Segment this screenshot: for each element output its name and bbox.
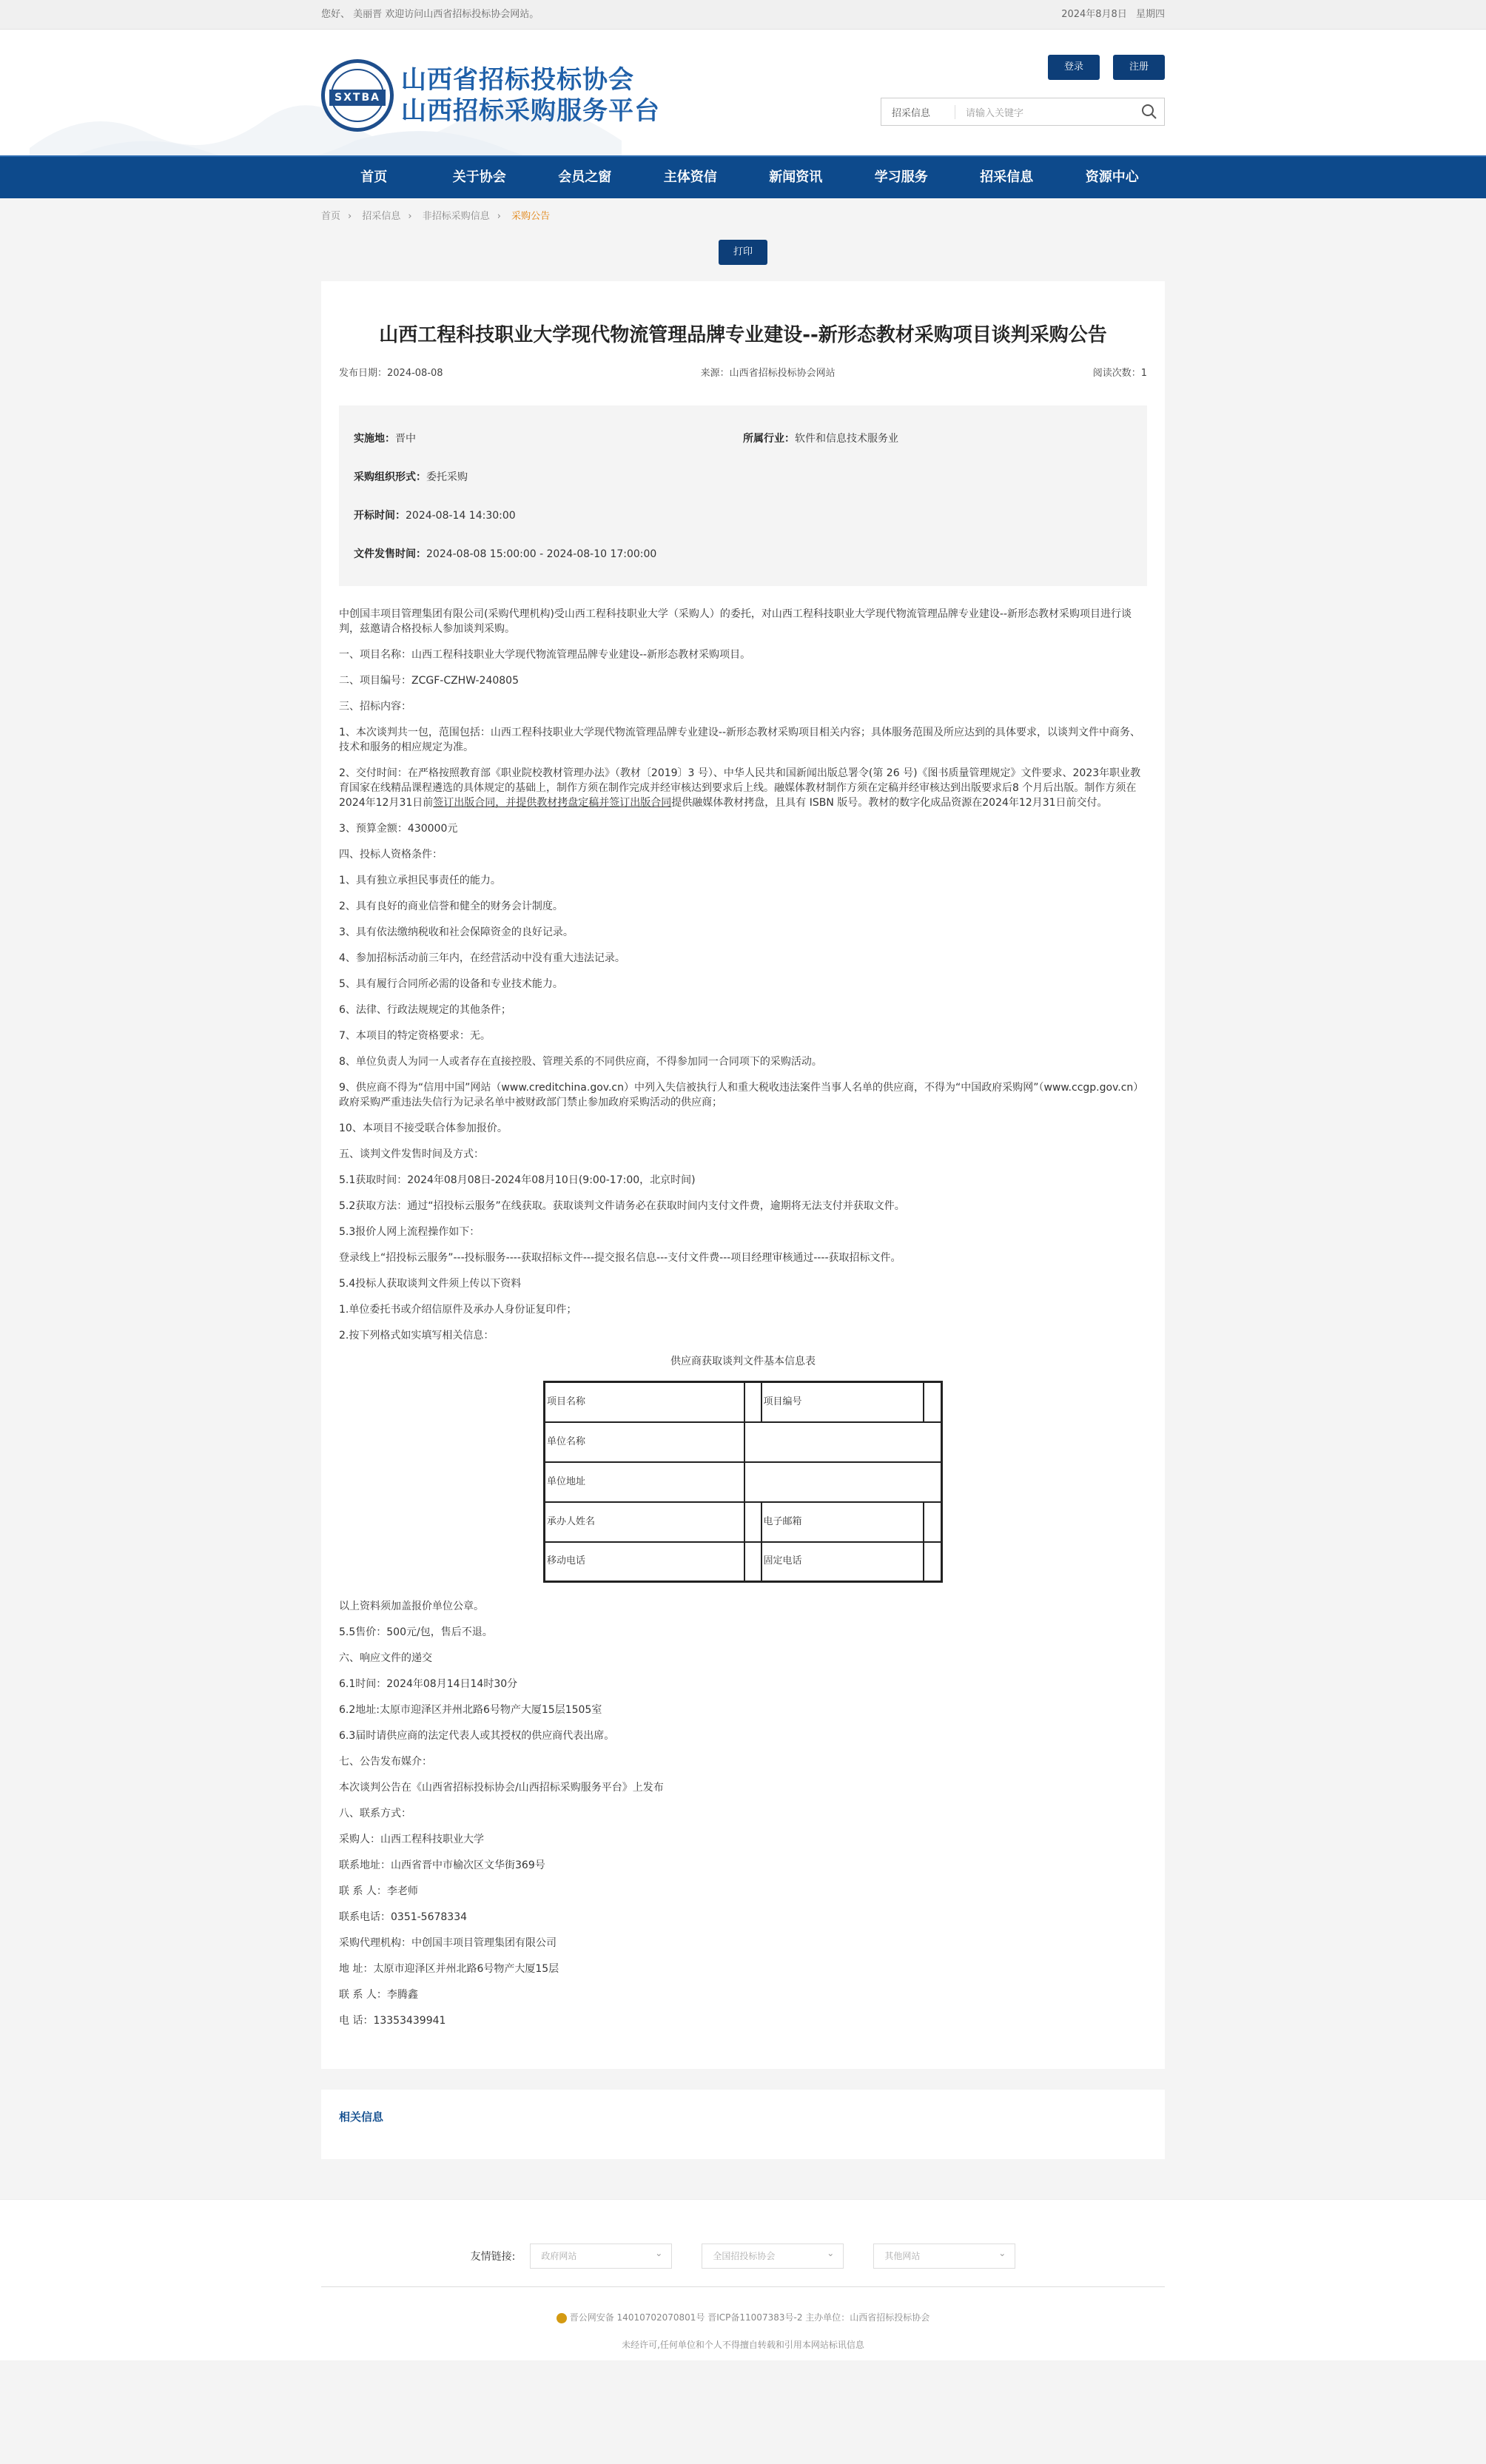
body-paragraph: 中创国丰项目管理集团有限公司(采购代理机构)受山西工程科技职业大学（采购人）的委托，对山西工程科技职业大学现代物流管理品牌专业建设--新形态教材采购项目进行谈判，兹邀请合格投标人参加谈判采购。 — [339, 608, 1132, 635]
doc-sale-field: 文件发售时间：2024-08-08 15:00:00 - 2024-08-10 17:00:00 — [354, 548, 657, 560]
body-paragraph: 四、投标人资格条件： — [339, 849, 443, 861]
breadcrumb-non-tender[interactable]: 非招标采购信息 — [422, 211, 490, 222]
body-paragraph: 10、本项目不接受联合体参加报价。 — [339, 1122, 508, 1134]
body-paragraph: 2、具有良好的商业信誉和健全的财务会计制度。 — [339, 901, 563, 912]
body-paragraph: 5.3报价人网上流程操作如下： — [339, 1226, 480, 1238]
body-paragraph: 本次谈判公告在《山西省招标投标协会/山西招标采购服务平台》上发布 — [339, 1782, 664, 1794]
breadcrumb: 首页 › 招采信息 › 非招标采购信息 › 采购公告 — [321, 211, 551, 222]
industry-field: 所属行业：软件和信息技术服务业 — [743, 433, 898, 445]
top-bar — [0, 0, 1486, 30]
body-paragraph: 一、项目名称：山西工程科技职业大学现代物流管理品牌专业建设--新形态教材采购项目。 — [339, 649, 751, 661]
table-title: 供应商获取谈判文件基本信息表 — [670, 1356, 816, 1367]
body-paragraph: 5.1获取时间：2024年08月08日-2024年08月10日(9:00-17:00，北京时间) — [339, 1174, 696, 1186]
date-display — [1055, 0, 1165, 30]
method-field: 采购组织形式：委托采购 — [354, 471, 468, 483]
body-paragraph: 采购代理机构：中创国丰项目管理集团有限公司 — [339, 1937, 557, 1949]
nav-news[interactable]: 新闻资讯 — [769, 169, 823, 185]
friend-links-label: 友情链接: — [470, 2250, 516, 2263]
search-category-select[interactable]: 招采信息 — [881, 105, 955, 119]
body-paragraph: 六、响应文件的递交 — [339, 1652, 432, 1664]
body-paragraph: 登录线上“招投标云服务”---投标服务----获取招标文件---提交报名信息---支付文件费---项目经理审核通过----获取招标文件。 — [339, 1252, 901, 1264]
body-paragraph: 联系电话：0351-5678334 — [339, 1911, 468, 1923]
logo-title: 山西省招标投标协会 — [401, 65, 634, 95]
site-footer — [0, 2199, 1486, 2360]
supplier-info-table — [543, 1381, 943, 1583]
body-paragraph: 联系地址：山西省晋中市榆次区文华街369号 — [339, 1859, 545, 1871]
current-weekday: 星期四 — [1135, 9, 1165, 20]
current-date: 2024年8月8日 — [1061, 9, 1127, 20]
body-paragraph: 五、谈判文件发售时间及方式： — [339, 1148, 484, 1160]
police-badge-icon — [557, 2313, 567, 2323]
body-paragraph: 7、本项目的特定资格要求：无。 — [339, 1030, 491, 1042]
article-meta — [339, 365, 1147, 379]
table-cell: 承办人姓名 — [545, 1502, 744, 1542]
body-paragraph: 4、参加招标活动前三年内，在经营活动中没有重大违法记录。 — [339, 952, 625, 964]
breadcrumb-procurement[interactable]: 招采信息 — [362, 211, 401, 222]
body-paragraph: 地 址：太原市迎泽区并州北路6号物产大厦15层 — [339, 1963, 559, 1975]
associations-dropdown[interactable]: 全国招投标协会 ⌄ — [702, 2243, 844, 2269]
body-paragraph: 电 话：13353439941 — [339, 2015, 446, 2027]
table-cell: 项目编号 — [762, 1382, 924, 1422]
body-paragraph: 3、具有依法缴纳税收和社会保障资金的良好记录。 — [339, 926, 574, 938]
other-sites-dropdown[interactable]: 其他网站 ⌄ — [873, 2243, 1015, 2269]
gov-sites-dropdown[interactable]: 政府网站 ⌄ — [530, 2243, 672, 2269]
search-input[interactable]: 请输入关键字 — [966, 107, 1024, 119]
body-paragraph: 2、交付时间：在严格按照教育部《职业院校教材管理办法》（教材〔2019〕3 号）、中华人民共和国新闻出版总署令(第 26 号)《图书质量管理规定》文件要求、2023年职业教育国家在线精品课程遴选的具体规定的基础上，制作方须在制作完成并经审核达到要求后上线。融媒体教材制作方须在定稿并经审核达到出版要求后8 个月后出版。制作方须在2024年12月31日前签订出版合同，并提供教材拷盘定稿并签订出版合同提供融媒体教材拷盘，且具有 ISBN 版号。教材的数字化成品资源在2024年12月31日前交付。 — [339, 767, 1141, 809]
body-paragraph: 三、招标内容： — [339, 701, 411, 713]
body-paragraph: 联 系 人：李老师 — [339, 1885, 418, 1897]
breadcrumb-current: 采购公告 — [511, 211, 551, 222]
nav-home[interactable]: 首页 — [360, 169, 388, 185]
body-paragraph: 9、供应商不得为“信用中国”网站（www.creditchina.gov.cn）中列入失信被执行人和重大税收违法案件当事人名单的供应商，不得为“中国政府采购网”（www.ccgp.gov.cn）政府采购严重违法失信行为记录名单中被财政部门禁止参加政府采购活动的供应商； — [339, 1082, 1144, 1108]
body-paragraph: 5.2获取方法：通过“招投标云服务”在线获取。获取谈判文件请务必在获取时间内支付文件费，逾期将无法支付并获取文件。 — [339, 1200, 905, 1212]
body-paragraph: 5、具有履行合同所必需的设备和专业技术能力。 — [339, 978, 563, 990]
publish-date: 发布日期：2024-08-08 — [339, 368, 443, 379]
body-paragraph: 6.1时间：2024年08月14日14时30分 — [339, 1678, 518, 1690]
login-button[interactable]: 登录 — [1048, 55, 1100, 80]
seal-abbr: SXTBA — [329, 90, 386, 106]
body-paragraph: 二、项目编号：ZCGF-CZHW-240805 — [339, 675, 519, 687]
body-paragraph: 8、单位负责人为同一人或者存在直接控股、管理关系的不同供应商，不得参加同一合同项下的采购活动。 — [339, 1056, 822, 1068]
article-source: 来源：山西省招标投标协会网站 — [700, 368, 836, 379]
auth-buttons — [1048, 55, 1165, 80]
search-icon[interactable] — [1134, 98, 1164, 125]
table-cell: 项目名称 — [545, 1382, 744, 1422]
related-info — [321, 2090, 1165, 2159]
article — [321, 281, 1165, 2069]
nav-resources[interactable]: 资源中心 — [1085, 169, 1139, 185]
body-paragraph: 1、本次谈判共一包，范围包括：山西工程科技职业大学现代物流管理品牌专业建设--新形态教材采购项目相关内容；具体服务范围及所应达到的具体要求，以谈判文件中商务、技术和服务的相应规定为准。 — [339, 727, 1141, 753]
nav-credit[interactable]: 主体资信 — [663, 169, 717, 185]
register-button[interactable]: 注册 — [1113, 55, 1165, 80]
table-cell: 电子邮箱 — [762, 1502, 924, 1542]
body-paragraph: 5.4投标人获取谈判文件须上传以下资料 — [339, 1278, 522, 1290]
body-paragraph: 八、联系方式： — [339, 1808, 411, 1820]
location-field: 实施地：晋中 — [354, 433, 416, 445]
project-info-box — [339, 405, 1147, 586]
body-paragraph: 七、公告发布媒介： — [339, 1756, 432, 1768]
main-nav — [0, 155, 1486, 198]
logo-subtitle: 山西招标采购服务平台 — [401, 96, 660, 126]
table-cell: 移动电话 — [545, 1542, 744, 1582]
body-paragraph: 1.单位委托书或介绍信原件及承办人身份证复印件； — [339, 1304, 577, 1316]
body-paragraph: 采购人：山西工程科技职业大学 — [339, 1834, 484, 1845]
table-cell: 单位地址 — [545, 1462, 744, 1502]
article-body — [339, 607, 1147, 2028]
table-cell: 固定电话 — [762, 1542, 924, 1582]
print-button[interactable]: 打印 — [719, 240, 767, 265]
breadcrumb-home[interactable]: 首页 — [321, 211, 341, 222]
table-cell: 单位名称 — [545, 1422, 744, 1462]
site-header — [0, 30, 1486, 155]
body-paragraph: 6.3届时请供应商的法定代表人或其授权的供应商代表出席。 — [339, 1730, 615, 1742]
body-paragraph: 3、预算金额：430000元 — [339, 823, 458, 835]
association-seal-icon — [321, 59, 394, 132]
nav-members[interactable]: 会员之窗 — [558, 169, 612, 185]
view-count: 阅读次数：1 — [1092, 368, 1147, 379]
body-paragraph: 2.按下列格式如实填写相关信息： — [339, 1330, 494, 1342]
body-paragraph: 联 系 人：李腾鑫 — [339, 1989, 418, 2001]
icp-info: 晋公网安备 14010702070801号 晋ICP备11007383号-2 主办单位：山西省招标投标协会 — [321, 2311, 1165, 2323]
nav-learning[interactable]: 学习服务 — [874, 169, 928, 185]
related-title: 相关信息 — [339, 2110, 384, 2124]
site-logo[interactable] — [321, 59, 660, 132]
open-time-field: 开标时间：2024-08-14 14:30:00 — [354, 510, 516, 522]
friend-links — [321, 2200, 1165, 2287]
copyright-text: 未经许可,任何单位和个人不得擅自转载和引用本网站标讯信息 — [622, 2340, 864, 2350]
body-paragraph: 6.2地址:太原市迎泽区并州北路6号物产大厦15层1505室 — [339, 1704, 602, 1716]
nav-procurement[interactable]: 招采信息 — [980, 169, 1034, 185]
body-paragraph: 6、法律、行政法规规定的其他条件； — [339, 1004, 511, 1016]
article-title: 山西工程科技职业大学现代物流管理品牌专业建设--新形态教材采购项目谈判采购公告 — [379, 324, 1107, 346]
body-paragraph: 5.5售价：500元/包，售后不退。 — [339, 1626, 493, 1638]
body-paragraph: 以上资料须加盖报价单位公章。 — [339, 1600, 484, 1612]
nav-about[interactable]: 关于协会 — [452, 169, 506, 185]
greeting-text: 您好、 美丽晋 欢迎访问山西省招标投标协会网站。 — [321, 9, 539, 20]
search-bar — [881, 98, 1165, 126]
body-paragraph: 1、具有独立承担民事责任的能力。 — [339, 875, 501, 886]
